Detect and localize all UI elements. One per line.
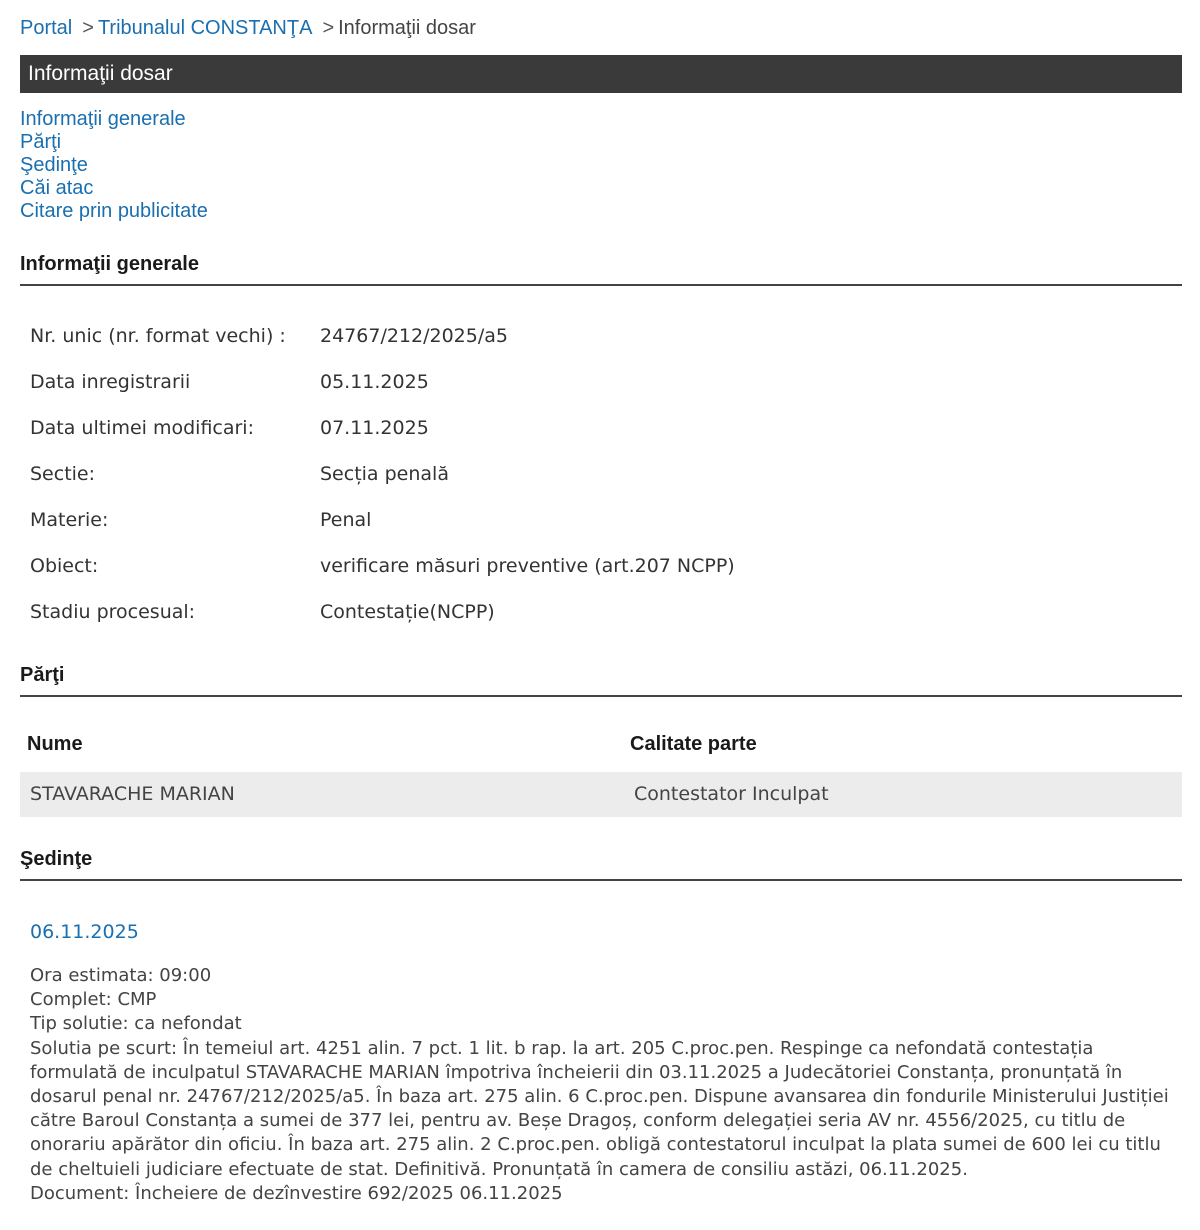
- breadcrumb-court-link[interactable]: Tribunalul CONSTANŢA: [97, 17, 313, 39]
- parties-heading: Părţi: [20, 663, 1182, 697]
- session-document: Document: Încheiere de dezînvestire 692/2025 06.11.2025: [30, 1182, 563, 1204]
- info-label: Materie:: [30, 509, 109, 531]
- session-estimated-time: Ora estimata: 09:00: [30, 965, 212, 986]
- column-header-name: Nume: [27, 733, 83, 755]
- breadcrumb-portal-link[interactable]: Portal: [20, 17, 73, 39]
- breadcrumb-current: Informaţii dosar: [338, 17, 476, 39]
- info-label: Nr. unic (nr. format vechi) :: [30, 325, 286, 347]
- breadcrumb-separator: >: [82, 17, 94, 39]
- party-role: Contestator Inculpat: [634, 783, 829, 805]
- column-header-role: Calitate parte: [630, 733, 757, 755]
- nav-link-citare-publicitate[interactable]: Citare prin publicitate: [20, 200, 208, 222]
- session-entry: [30, 920, 1180, 1206]
- info-label: Data inregistrarii: [30, 371, 191, 393]
- nav-link-parti[interactable]: Părţi: [20, 131, 62, 153]
- nav-link-sedinte[interactable]: Şedinţe: [20, 154, 88, 176]
- breadcrumb: [20, 16, 476, 40]
- parties-table-header: [20, 733, 1182, 763]
- section-nav: [20, 108, 208, 223]
- session-date-link[interactable]: 06.11.2025: [30, 921, 139, 943]
- info-label: Obiect:: [30, 555, 99, 577]
- info-value: 24767/212/2025/a5: [320, 325, 508, 347]
- info-value: Secția penală: [320, 463, 449, 485]
- info-value: 07.11.2025: [320, 417, 429, 439]
- breadcrumb-separator: >: [322, 17, 335, 39]
- info-label: Stadiu procesual:: [30, 601, 196, 623]
- session-panel: Complet: CMP: [30, 989, 157, 1011]
- party-name: STAVARACHE MARIAN: [30, 783, 235, 805]
- table-row: [20, 772, 1182, 817]
- info-value: Penal: [320, 509, 372, 531]
- info-value: verificare măsuri preventive (art.207 NCPP): [320, 555, 735, 577]
- sessions-heading: Şedinţe: [20, 847, 1182, 881]
- page-title-bar: Informaţii dosar: [20, 55, 1182, 93]
- info-label: Data ultimei modificari:: [30, 417, 254, 439]
- info-label: Sectie:: [30, 463, 96, 485]
- info-value: Contestație(NCPP): [320, 601, 495, 623]
- info-value: 05.11.2025: [320, 371, 429, 393]
- general-info-heading: Informaţii generale: [20, 252, 1182, 286]
- nav-link-cai-atac[interactable]: Căi atac: [20, 177, 94, 199]
- nav-link-informatii-generale[interactable]: Informaţii generale: [20, 108, 186, 130]
- session-solution-type: Tip solutie: ca nefondat: [30, 1013, 242, 1035]
- session-details: [30, 964, 1180, 1206]
- session-solution-summary: Solutia pe scurt: În temeiul art. 4251 alin. 7 pct. 1 lit. b rap. la art. 205 C.proc.pen. Respinge ca nefondată contestația formulată de inculpatul STAVARACHE MARIAN împotriva încheierii din 03.11.2025 a Judecătoriei Constanța, pronunțată în dosarul penal nr. 24767/212/2025/a5. În baza art. 275 alin. 6 C.proc.pen. Dispune avansarea din fondurile Ministerului Justiției către Baroul Constanța a sumei de 377 lei, pentru av. Beșe Dragoș, conform delegației seria AV nr. 4556/2025, cu titlu de onorariu apărător din oficiu. În baza art. 275 alin. 2 C.proc.pen. obligă contestatorul inculpat la plata sumei de 600 lei cu titlu de cheltuieli judiciare efectuate de stat. Definitivă. Pronunțată în camera de consiliu astăzi, 06.11.2025.: [30, 1037, 1169, 1180]
